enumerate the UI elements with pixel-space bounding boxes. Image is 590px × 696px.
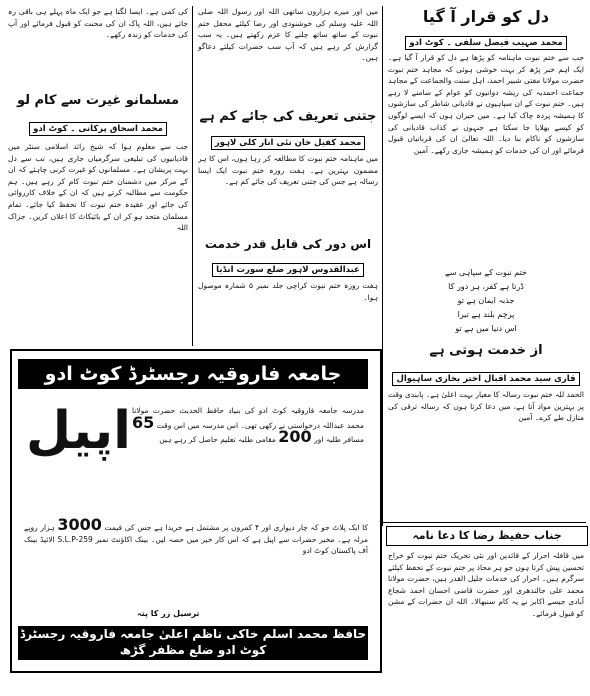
poem-line: ختم نبوت کے سپاہی سے — [445, 268, 527, 277]
article-headline: دل کو قرار آ گیا — [422, 7, 550, 26]
poem-line: اس دنیا میں ہے تو — [455, 324, 517, 333]
poem — [388, 266, 584, 336]
appeal-count-2: 200 — [278, 427, 312, 447]
section-body: الحمد للہ ختم نبوت رسالہ کا معیار بہت اعلیٰ ہے۔ پابندی وقت پر بہترین مواد آتا ہے، میں دعا کرتا ہوں کہ رسالہ ترقی کی منازل طے کرے۔ آمین — [388, 390, 584, 423]
appeal-count-2-label: مقامی طلبہ تعلیم حاصل کر رہے ہیں — [159, 435, 276, 445]
right-column — [388, 6, 584, 447]
appeal-count-1: 65 — [132, 412, 155, 432]
column-divider-right — [382, 6, 383, 526]
appeal-count-3: 3000 — [57, 515, 102, 534]
article-body: جب سے ختم نبوت ماہنامہ کو پڑھا ہے دل کو قرار آ گیا ہے۔ ایک اہم خبر پڑھ کر بہت خوشی ہوئی کہ مجاہد ختم نبوت حضرت مولانا مفتی شبیر احمد، اہل سنت والجماعت کے مجاہد جماعت احمدیہ کی ریشہ دوانیوں کو عوام کے سامنے لا رہے ہیں۔ ختم نبوت کے ان سپاہیوں نے قادیانی شاطر کی سازشوں کا ہمیشہ پردہ چاک کیا ہے۔ میں حیران ہوں کہ ایسے لوگوں کو کیسے بھلایا جا سکتا ہے جنہوں نے کذاب قادیانی کی سازشوں کو ناکام بنا دیا۔ اللہ تعالیٰ ان کی قربانیاں قبول فرمائے اور ان کی خدمات کو ہمیشہ جاری رکھے۔ آمین — [388, 53, 584, 155]
middle-byline-2: عبدالقدوس لاہور ضلع سورت انڈیا — [212, 263, 364, 277]
middle-body-2: ہفت روزہ ختم نبوت کراچی جلد نمبر ۵ شمارہ موصول ہوا۔ — [198, 281, 378, 302]
poem-line: پرچم بلند ہے تیرا — [457, 310, 515, 319]
middle-headline: جتنی تعریف کی جائے کم ہے — [199, 109, 377, 124]
left-intro: کی کمی ہے۔ ایسا لگتا ہے جو ایک ماہ پہلے ہی باقی رہ جاتے ہیں، اللہ پاک ان کی محنت کو قبول فرمائے اور آپ کی خدمات کو زندہ رکھے۔ — [8, 7, 188, 40]
section-headline: از خدمت ہوتی ہے — [429, 343, 543, 358]
middle-byline: محمد کفیل خان نئی انار کلی لاہور — [211, 136, 365, 150]
appeal-advert — [10, 349, 382, 673]
section-byline: قاری سید محمد اقبال اختر بخاری ساہیوال — [392, 372, 579, 386]
appeal-sender-label: ترسیل زر کا پتہ — [137, 609, 200, 618]
column-divider-left — [192, 6, 193, 346]
appeal-text: مدرسہ جامعہ فاروقیہ کوٹ ادو کی بنیاد حافظ الحدیث حضرت مولانا محمد عبداللہ درخواستی نے رکھی تھی۔ اس مدرسہ میں اس وقت — [132, 406, 364, 430]
appeal-title: اپیل — [26, 401, 131, 461]
middle-intro: میں اور میرے ہزاروں ساتھی اللہ اور رسول اللہ صلی اللہ علیہ وسلم کی خوشنودی اور رضا کیلئے محفل ختم نبوت کے ساتھ ساتھ چلنے کا عزم رکھتے ہیں۔ یہ سب گزارش کر رہے ہیں کہ آپ سب حضرات کیلئے دعاگو ہیں۔ — [198, 7, 378, 63]
appeal-text-3: ہزار روپے مرلہ ہے۔ مخیر حضرات سے اپیل ہے کہ اس کار خیر میں حصہ لیں۔ بینک اکاؤنٹ نمبر 259-S.L.P الائیڈ بینک آف پاکستان کوٹ ادو — [24, 523, 369, 556]
appeal-text-2: کا ایک پلاٹ جو کہ چار دیواری اور ۴ کمروں پر مشتمل ہے خریدا ہے جس کی قیمت — [104, 523, 368, 532]
left-column — [8, 6, 188, 331]
appeal-banner: جامعہ فاروقیہ رجسٹرڈ کوٹ ادو — [18, 359, 368, 389]
middle-column — [198, 6, 378, 303]
middle-headline-2: اس دور کی قابل قدر خدمت — [204, 237, 372, 251]
section-divider — [382, 522, 586, 523]
left-byline: محمد اسحاق پرکانی ۔ کوٹ ادو — [29, 122, 167, 136]
dua-headline: جناب حفیظ رضا کا دعا نامہ — [386, 526, 588, 546]
appeal-body — [132, 405, 364, 446]
poem-line: جذبہ ایمان ہے تو — [457, 296, 515, 305]
poem-line: ڈرتا ہے کفر، ہر دور کا — [448, 282, 524, 291]
middle-body: میں ماہنامہ ختم نبوت کا مطالعہ کر رہا ہوں، اس کا ہر مضمون بہترین ہے۔ ہفت روزہ ختم نبوت ایک ایسا رسالہ ہے جس کی جتنی تعریف کی جائے کم ہے۔ — [198, 154, 378, 187]
left-body: جب سے معلوم ہوا کہ شیخ زائد اسلامی سنٹر میں قادیانیوں کی تبلیغی سرگرمیاں جاری ہیں، تب سے دل بہت پریشان ہے۔ مسلمانوں کو غیرت کرنی چاہئے کہ ان کے مرکز میں دشمنان ختم نبوت کام کر رہے ہیں۔ ہم حکومت سے مطالبہ کرتے ہیں کہ ان کے خلاف کارروائی کی جائے اور عقیدہ ختم نبوت کا تحفظ کیا جائے۔ تمام مسلمان متحد ہو کر ان کے بائیکاٹ کا اعلان کریں۔ جزاک اللہ — [8, 142, 188, 233]
appeal-count-1-label: مسافر طلبہ اور — [314, 435, 364, 445]
article-byline: محمد صہیب فیصل سلفی ۔ کوٹ ادو — [405, 36, 566, 50]
dua-body: میں قافلہ احرار کے قائدین اور نئی تحریک ختم نبوت کو خراج تحسین پیش کرتا ہوں جو ہر محاذ پر ختم نبوت کے تحفظ کیلئے سرگرم ہیں۔ احرار کی خدمات جلیل القدر ہیں، حضرت مولانا محمد علی جالندھری اور حضرت قاضی احسان احمد شجاع آبادی جیسے اکابر نے یہ کام سنبھالا۔ اللہ ان حضرات کے مشن کو قبول فرمائے۔ — [388, 551, 584, 618]
appeal-footer: حافظ محمد اسلم خاکی ناظم اعلیٰ جامعہ فاروقیہ رجسٹرڈ کوٹ ادو ضلع مظفر گڑھ — [18, 626, 368, 660]
left-headline: مسلمانو غیرت سے کام لو — [16, 93, 180, 108]
appeal-body-2 — [24, 515, 369, 557]
